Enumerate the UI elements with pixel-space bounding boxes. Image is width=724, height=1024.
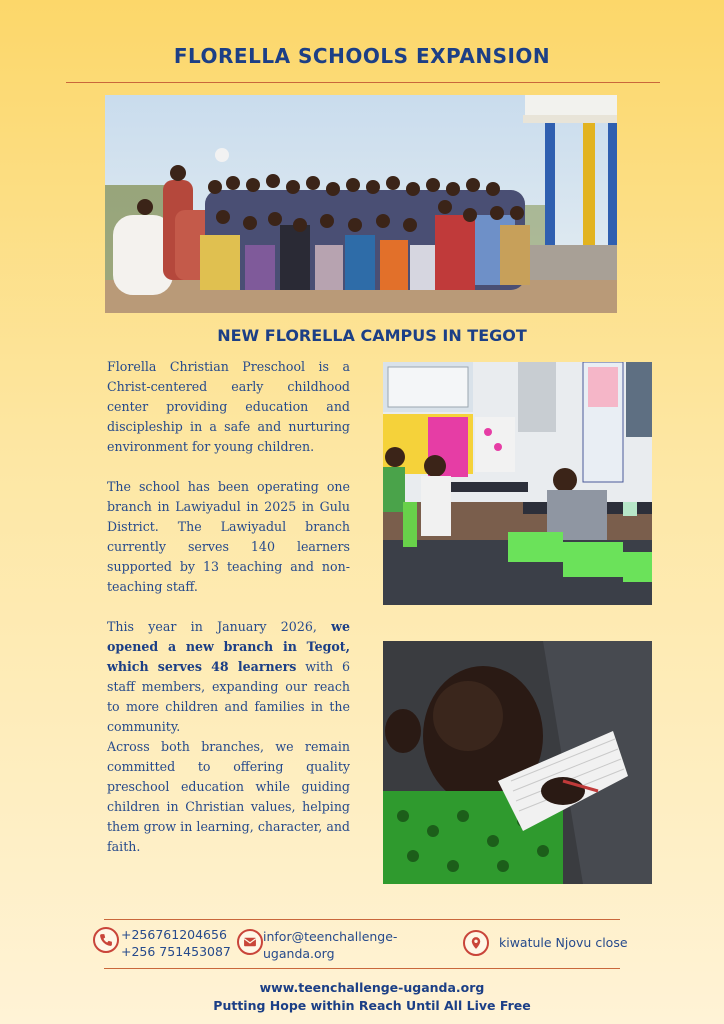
email-line-1: infor@teenchallenge- — [263, 929, 398, 944]
tegot-highlight: we opened a new branch in Tegot, which serves 48 learners — [107, 619, 350, 674]
phone-secondary[interactable]: +256 751453087 — [121, 944, 231, 959]
top-divider — [66, 82, 660, 83]
body-text — [107, 357, 350, 857]
tegot-detail: with 6 staff members, expanding our reach to more children and families in the community. — [107, 659, 350, 734]
paragraph-commitment: Across both branches, we remain committed to offering quality preschool education while guiding children in Christian values, helping them grow in learning, character, and faith. — [107, 739, 350, 854]
phone-primary[interactable]: +256761204656 — [121, 927, 227, 942]
phone-icon — [93, 927, 119, 953]
email-line-2: uganda.org — [263, 946, 335, 961]
paragraph-lawiyadul: The school has been operating one branch in Lawiyadul in 2025 in Gulu District. The Lawiyadul branch currently serves 140 learners supported by 13 teaching and non-teaching staff. — [107, 479, 350, 594]
section-subtitle: NEW FLORELLA CAMPUS IN TEGOT — [217, 326, 527, 345]
email-icon — [237, 929, 263, 955]
page-title: FLORELLA SCHOOLS EXPANSION — [173, 44, 551, 68]
tagline: Putting Hope within Reach Until All Live Free — [213, 998, 531, 1013]
tegot-intro: This year in January 2026, — [107, 619, 332, 634]
location-pin-icon — [463, 930, 489, 956]
writing-child-photo — [383, 641, 652, 884]
website-link[interactable]: www.teenchallenge-uganda.org — [259, 980, 485, 995]
phone-numbers — [121, 926, 231, 960]
paragraph-intro: Florella Christian Preschool is a Christ-centered early childhood center providing education and discipleship in a safe and nurturing environment for young children. — [107, 359, 350, 454]
street-address: kiwatule Njovu close — [499, 935, 628, 950]
email-address[interactable] — [263, 928, 397, 962]
paragraph-tegot — [107, 617, 350, 737]
footer-divider-bottom — [104, 968, 620, 969]
footer-divider-top — [104, 919, 620, 920]
group-photo — [105, 95, 617, 313]
classroom-photo — [383, 362, 652, 605]
